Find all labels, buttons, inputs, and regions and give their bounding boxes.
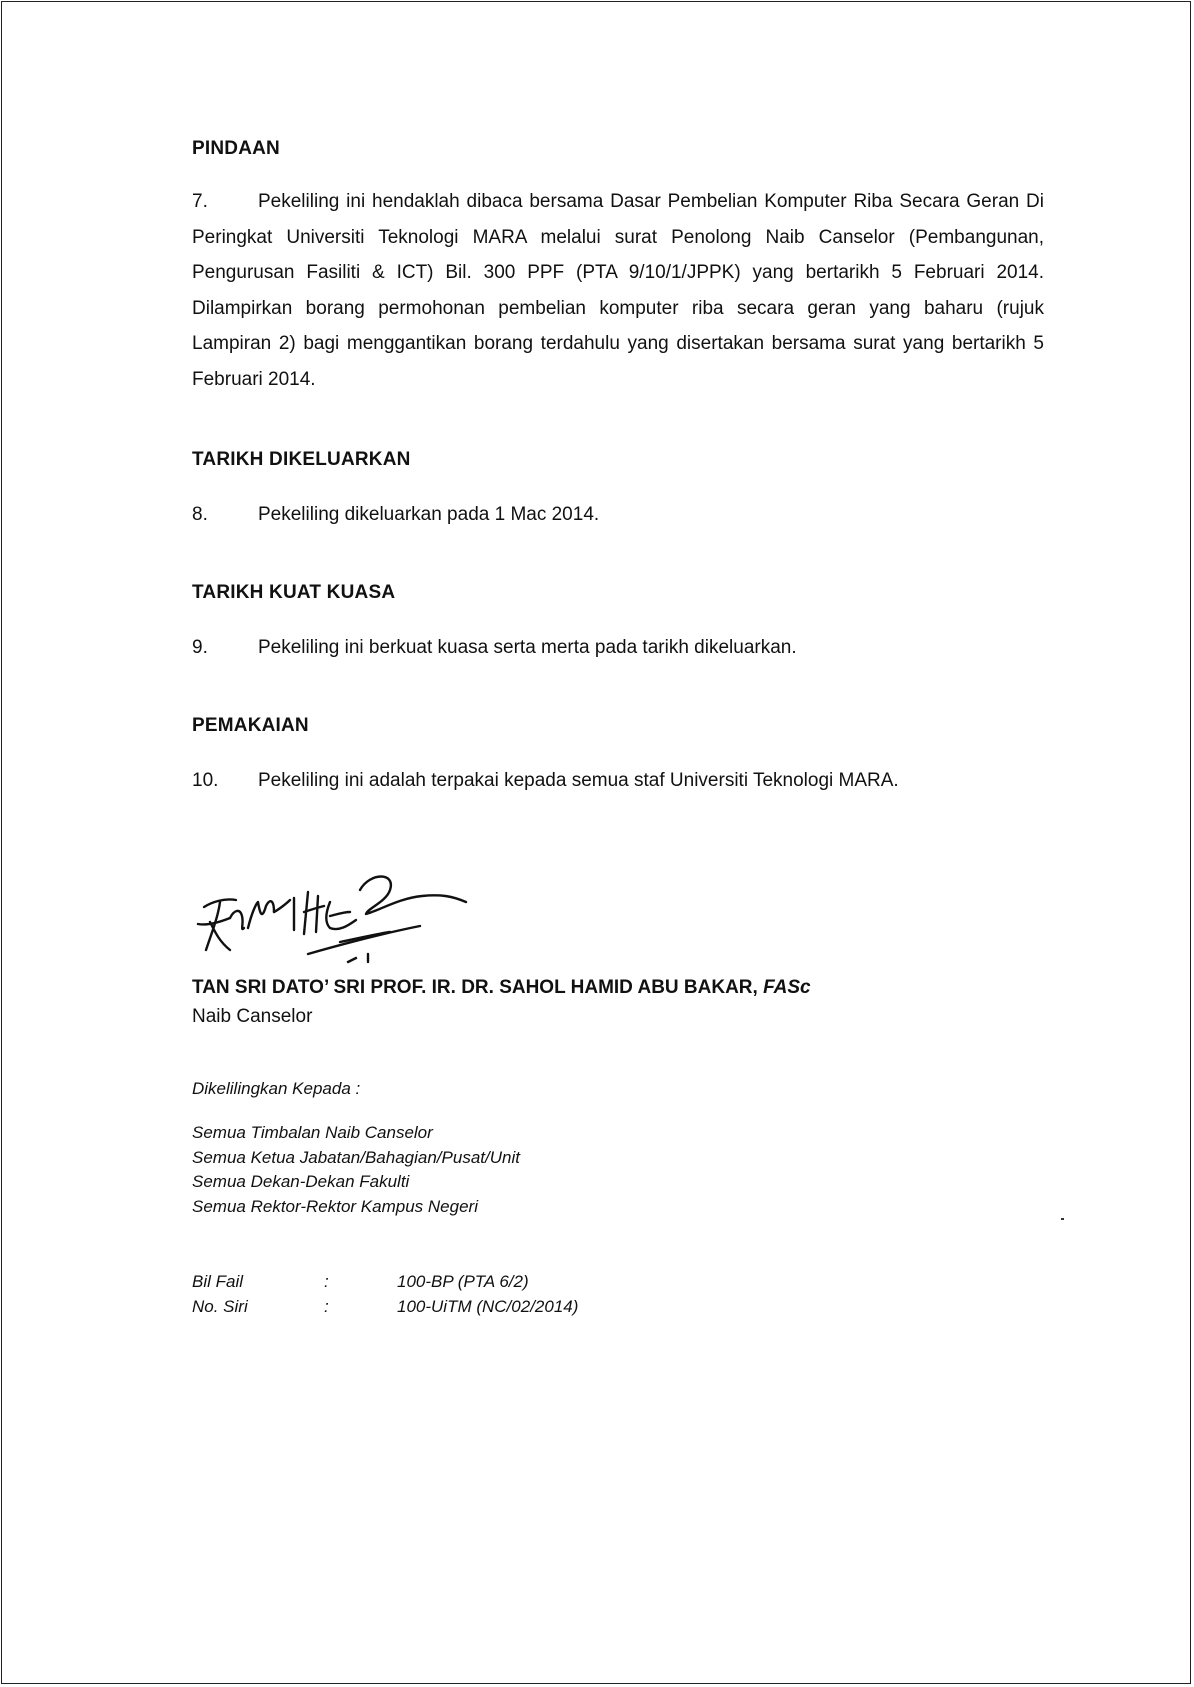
- reference-key: Bil Fail: [192, 1272, 244, 1291]
- circulation-label: Dikelilingkan Kepada :: [192, 1079, 361, 1098]
- recipient-item: Semua Dekan-Dekan Fakulti: [192, 1172, 410, 1191]
- paragraph-8: [192, 504, 599, 526]
- reference-value: 100-UiTM (NC/02/2014): [397, 1297, 579, 1316]
- document-page: [1, 1, 1191, 1684]
- signatory-title: Naib Canselor: [192, 1006, 313, 1027]
- section-heading-pindaan: PINDAAN: [192, 138, 280, 159]
- paragraph-text: Pekeliling ini adalah terpakai kepada semua staf Universiti Teknologi MARA.: [258, 770, 899, 791]
- recipient-item: Semua Ketua Jabatan/Bahagian/Pusat/Unit: [192, 1148, 520, 1167]
- paragraph-number: 10.: [192, 770, 219, 791]
- paragraph-9: [192, 637, 797, 659]
- paragraph-text: Pekeliling ini berkuat kuasa serta merta pada tarikh dikeluarkan.: [258, 637, 797, 658]
- signatory-name: TAN SRI DATO’ SRI PROF. IR. DR. SAHOL HAMID ABU BAKAR, FASc: [192, 977, 811, 998]
- paragraph-10: [192, 770, 899, 792]
- scan-speck: [1061, 1218, 1064, 1220]
- reference-key: No. Siri: [192, 1297, 248, 1316]
- section-heading-tarikh-kuat-kuasa: TARIKH KUAT KUASA: [192, 582, 396, 603]
- reference-separator: :: [324, 1272, 329, 1291]
- reference-separator: :: [324, 1297, 329, 1316]
- paragraph-number: 9.: [192, 637, 208, 658]
- handwritten-signature-icon: [190, 862, 510, 967]
- recipient-item: Semua Timbalan Naib Canselor: [192, 1123, 433, 1142]
- recipient-item: Semua Rektor-Rektor Kampus Negeri: [192, 1197, 478, 1216]
- paragraph-7: [192, 184, 1044, 397]
- signatory-postnominal: FASc: [763, 977, 811, 998]
- reference-value: 100-BP (PTA 6/2): [397, 1272, 529, 1291]
- section-heading-pemakaian: PEMAKAIAN: [192, 715, 309, 736]
- paragraph-text: Pekeliling dikeluarkan pada 1 Mac 2014.: [258, 504, 600, 525]
- paragraph-number: 7.: [192, 191, 208, 212]
- paragraph-text: Pekeliling ini hendaklah dibaca bersama Dasar Pembelian Komputer Riba Secara Geran Di Peringkat Universiti Teknologi MARA melalui surat Penolong Naib Canselor (Pembangunan, Pengurusan Fasiliti & ICT) Bil. 300 PPF (PTA 9/10/1/JPPK) yang bertarikh 5 Februari 2014. Dilampirkan borang permohonan pembelian komputer riba secara geran yang baharu (rujuk Lampiran 2) bagi menggantikan borang terdahulu yang disertakan bersama surat yang bertarikh 5 Februari 2014.: [192, 191, 1044, 390]
- section-heading-tarikh-dikeluarkan: TARIKH DIKELUARKAN: [192, 449, 411, 470]
- paragraph-number: 8.: [192, 504, 208, 525]
